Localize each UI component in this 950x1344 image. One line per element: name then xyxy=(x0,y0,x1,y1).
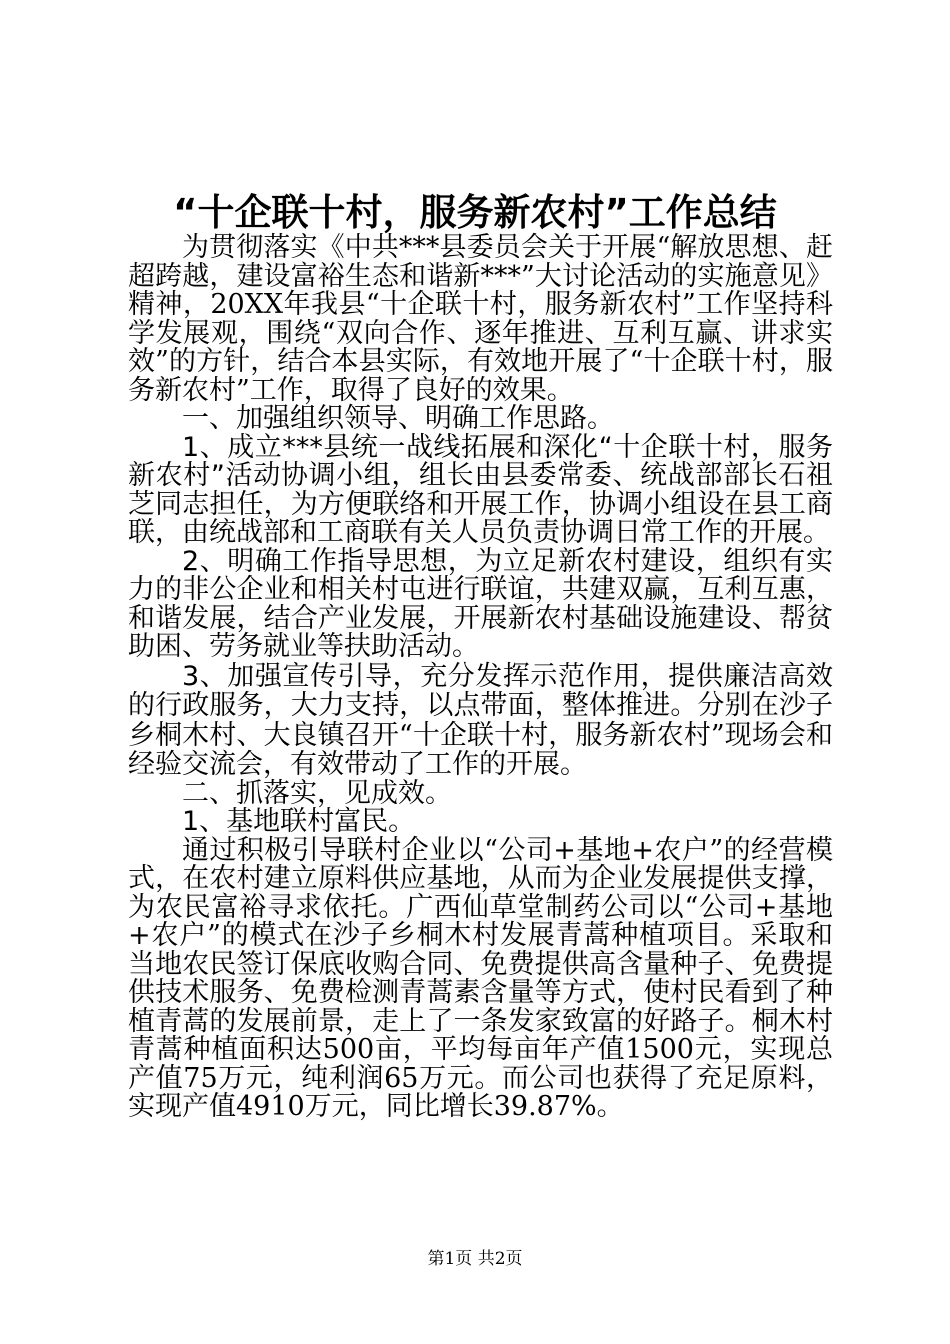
page-number-footer: 第1页 共2页 xyxy=(427,1249,523,1269)
item-3-bold-text: 3、加强宣传引导，充分发挥示范作用，提供廉洁高效的行政服务，大力支持，以点带面，整体推进。 xyxy=(128,660,833,721)
section-heading-1: 一、加强组织领导、明确工作思路。 xyxy=(182,403,614,434)
item-1-paragraph: 1、成立***县统一战线拓展和深化“十企联十村，服务新农村”活动协调小组，组长由县委常委、统战部部长石祖芝同志担任，为方便联络和开展工作，协调小组设在县工商联，由统战部和工商联有关人员负责协调日常工作的开展。 xyxy=(128,431,833,548)
section-heading-2: 二、抓落实，见成效。 xyxy=(182,777,452,809)
item-3-paragraph xyxy=(128,662,833,780)
document-title: “十企联十村，服务新农村”工作总结 xyxy=(173,191,777,234)
intro-paragraph: 为贯彻落实《中共***县委员会关于开展“解放思想、赶超跨越，建设富裕生态和谐新***”大讨论活动的实施意见》精神，20XX年我县“十企联十村，服务新农村”工作坚持科学发展观，围绕“双向合作、逐年推进、互利互赢、讲求实效”的方针，结合本县实际，有效地开展了“十企联十村，服务新农村”工作，取得了良好的效果。 xyxy=(128,232,833,406)
item-3-rest-text: 分别在沙子乡桐木村、大良镇召开“十企联十村，服务新农村”现场会和经验交流会，有效带动了工作的开展。 xyxy=(128,690,834,780)
subsection-1-paragraph: 通过积极引导联村企业以“公司+基地+农户”的经营模式，在农村建立原料供应基地，从而为企业发展提供支撑，为农民富裕寻求依托。广西仙草堂制药公司以“公司+基地+农户”的模式在沙子乡桐木村发展青蒿种植项目。采取和当地农民签订保底收购合同、免费提供高含量种子、免费提供技术服务、免费检测青蒿素含量等方式，使村民看到了种植青蒿的发展前景，走上了一条发家致富的好路子。桐木村青蒿种植面积达500亩，平均每亩年产值1500元，实现总产值75万元，纯利润65万元。而公司也获得了充足原料，实现产值4910万元，同比增长39.87%。 xyxy=(128,834,833,1122)
subsection-heading-1: 1、基地联村富民。 xyxy=(182,806,416,837)
item-2-paragraph: 2、明确工作指导思想，为立足新农村建设，组织有实力的非公企业和相关村屯进行联谊，共建双赢，互利互惠，和谐发展，结合产业发展，开展新农村基础设施建设、帮贫助困、劳务就业等扶助活动。 xyxy=(128,545,833,662)
document-body xyxy=(128,234,833,1122)
